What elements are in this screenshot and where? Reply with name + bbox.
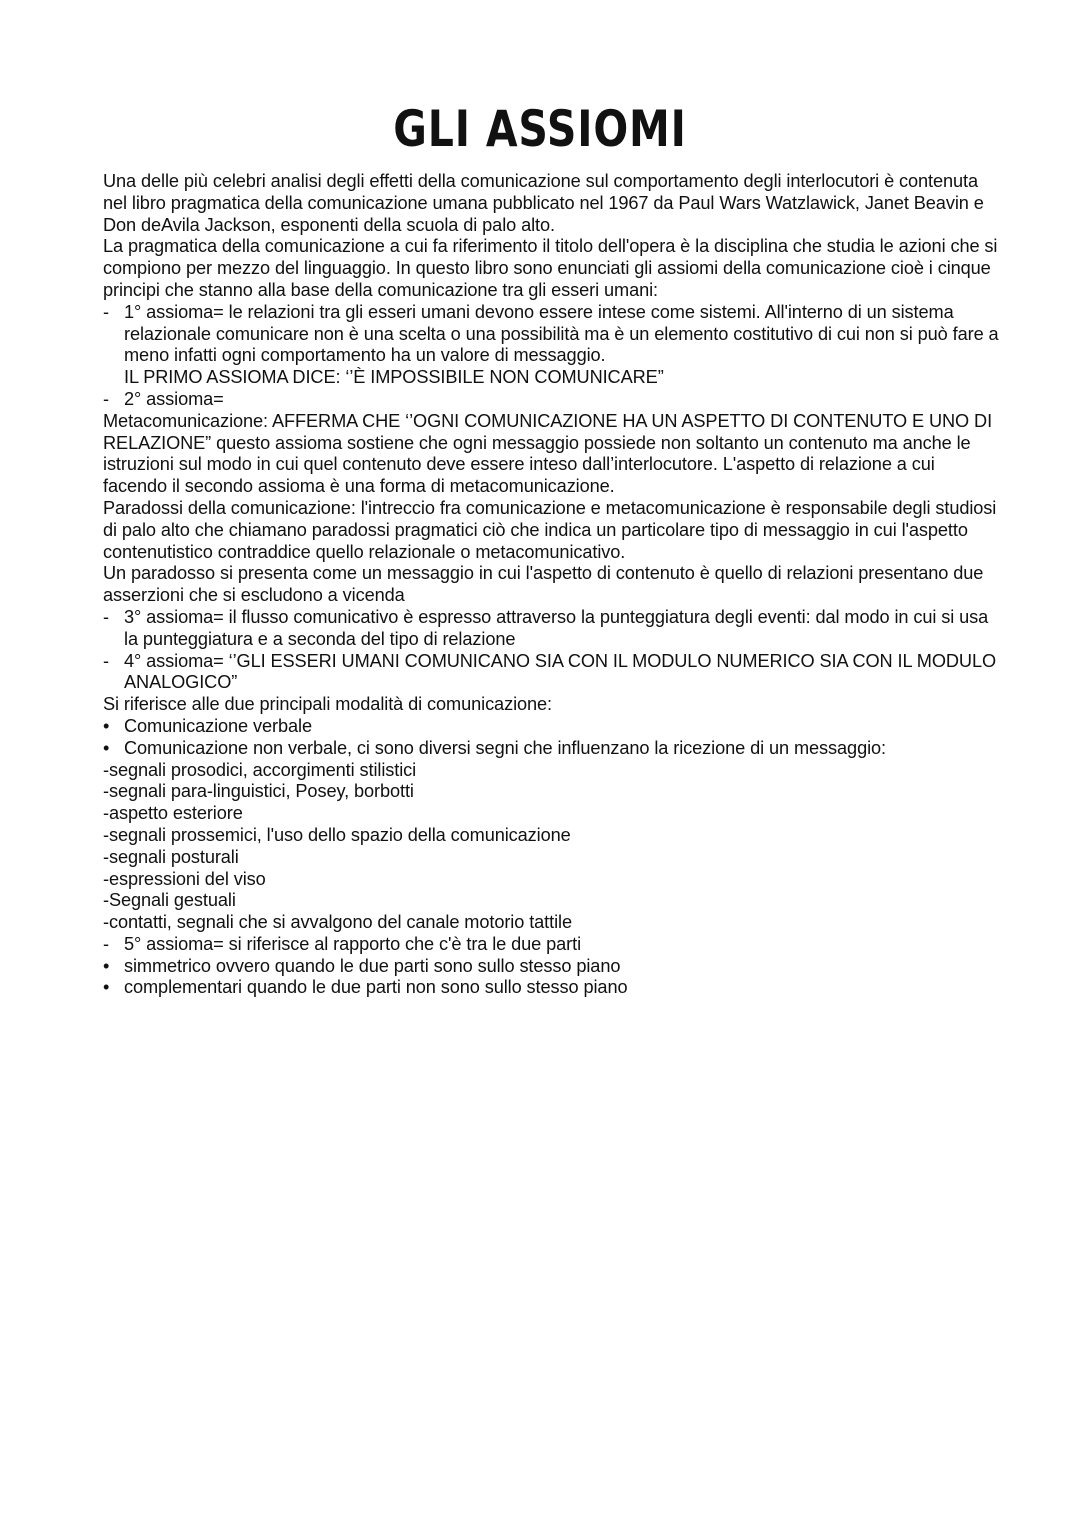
signal-line: -Segnali gestuali xyxy=(103,890,236,911)
signal-line: -segnali prosodici, accorgimenti stilistici xyxy=(103,759,417,780)
list-item-text: 1° assioma= le relazioni tra gli esseri umani devono essere intese come sistemi. All'interno di un sistema relazionale comunicare non è una scelta o una possibilità ma è un elemento costitutivo di cui non si può fare a meno infatti ogni comportamento ha un valore di messaggio. xyxy=(124,301,999,366)
list-item-axiom-4 xyxy=(103,651,1003,695)
list-item-text: Comunicazione verbale xyxy=(124,715,312,736)
list-item-text: 3° assioma= il flusso comunicativo è espresso attraverso la punteggiatura degli eventi: dal modo in cui si usa la punteggiatura e a seconda del tipo di relazione xyxy=(124,606,989,649)
bullet-marker: • xyxy=(103,977,110,998)
list-item-text: 4° assioma= ‘’GLI ESSERI UMANI COMUNICANO SIA CON IL MODULO NUMERICO SIA CON IL MODULO ANALOGICO” xyxy=(124,650,997,693)
bullet-marker: • xyxy=(103,955,110,976)
signal-line: -espressioni del viso xyxy=(103,868,266,889)
document-body xyxy=(103,171,1003,999)
signal-line: -segnali prossemici, l'uso dello spazio della comunicazione xyxy=(103,824,571,845)
list-item-text: 5° assioma= si riferisce al rapporto che c'è tra le due parti xyxy=(124,933,582,954)
dash-marker: - xyxy=(103,933,109,954)
dash-marker: - xyxy=(103,650,109,671)
list-item-axiom-2 xyxy=(103,389,1003,411)
signal-line: -contatti, segnali che si avvalgono del canale motorio tattile xyxy=(103,912,572,933)
bullet-item xyxy=(103,738,1003,760)
paragraph: Una delle più celebri analisi degli effetti della comunicazione sul comportamento degli interlocutori è contenuta nel libro pragmatica della comunicazione umana pubblicato nel 1967 da Paul Wars Watzlawick, Janet Beavin e Don deAvila Jackson, esponenti della scuola di palo alto. xyxy=(103,171,984,235)
list-item-axiom-5 xyxy=(103,934,1003,956)
bullet-item xyxy=(103,956,1003,978)
signal-line: -segnali para-linguistici, Posey, borbotti xyxy=(103,781,414,802)
bullet-marker: • xyxy=(103,715,110,736)
bullet-item xyxy=(103,977,1003,999)
list-item-axiom-3 xyxy=(103,607,1003,651)
list-item-text: simmetrico ovvero quando le due parti sono sullo stesso piano xyxy=(124,955,621,976)
page-title: GLI ASSIOMI xyxy=(393,100,687,158)
dash-marker: - xyxy=(103,606,109,627)
dash-marker: - xyxy=(103,388,109,409)
paragraph: Si riferisce alle due principali modalità di comunicazione: xyxy=(103,694,553,715)
paragraph: Paradossi della comunicazione: l'intreccio fra comunicazione e metacomunicazione è responsabile degli studiosi di palo alto che chiamano paradossi pragmatici ciò che indica un particolare tipo di messaggio in cui l'aspetto contenutistico contraddice quello relazionale o metacomunicativo. xyxy=(103,497,997,562)
dash-marker: - xyxy=(103,301,109,322)
indented-line xyxy=(103,367,1003,389)
bullet-item xyxy=(103,716,1003,738)
list-item-text: Comunicazione non verbale, ci sono diversi segni che influenzano la ricezione di un messaggio: xyxy=(124,737,886,758)
signal-line: -aspetto esteriore xyxy=(103,803,243,824)
paragraph: Un paradosso si presenta come un messaggio in cui l'aspetto di contenuto è quello di relazioni presentano due asserzioni che si escludono a vicenda xyxy=(103,563,984,606)
list-item-text: 2° assioma= xyxy=(124,388,224,409)
list-item-text: complementari quando le due parti non sono sullo stesso piano xyxy=(124,977,628,998)
paragraph: Metacomunicazione: AFFERMA CHE ‘’OGNI COMUNICAZIONE HA UN ASPETTO DI CONTENUTO E UNO DI RELAZIONE” questo assioma sostiene che ogni messaggio possiede non soltanto un contenuto ma anche le istruzioni sul modo in cui quel contenuto deve essere inteso dall’interlocutore. L'aspetto di relazione a cui facendo il secondo assioma è una forma di metacomunicazione. xyxy=(103,410,993,497)
paragraph: La pragmatica della comunicazione a cui fa riferimento il titolo dell'opera è la disciplina che studia le azioni che si compiono per mezzo del linguaggio. In questo libro sono enunciati gli assiomi della comunicazione cioè i cinque principi che stanno alla base della comunicazione tra gli esseri umani: xyxy=(103,236,998,300)
list-item-axiom-1 xyxy=(103,302,1003,367)
signal-line: -segnali posturali xyxy=(103,846,239,867)
list-item-text: IL PRIMO ASSIOMA DICE: ‘’È IMPOSSIBILE NON COMUNICARE” xyxy=(124,367,664,388)
bullet-marker: • xyxy=(103,737,110,758)
